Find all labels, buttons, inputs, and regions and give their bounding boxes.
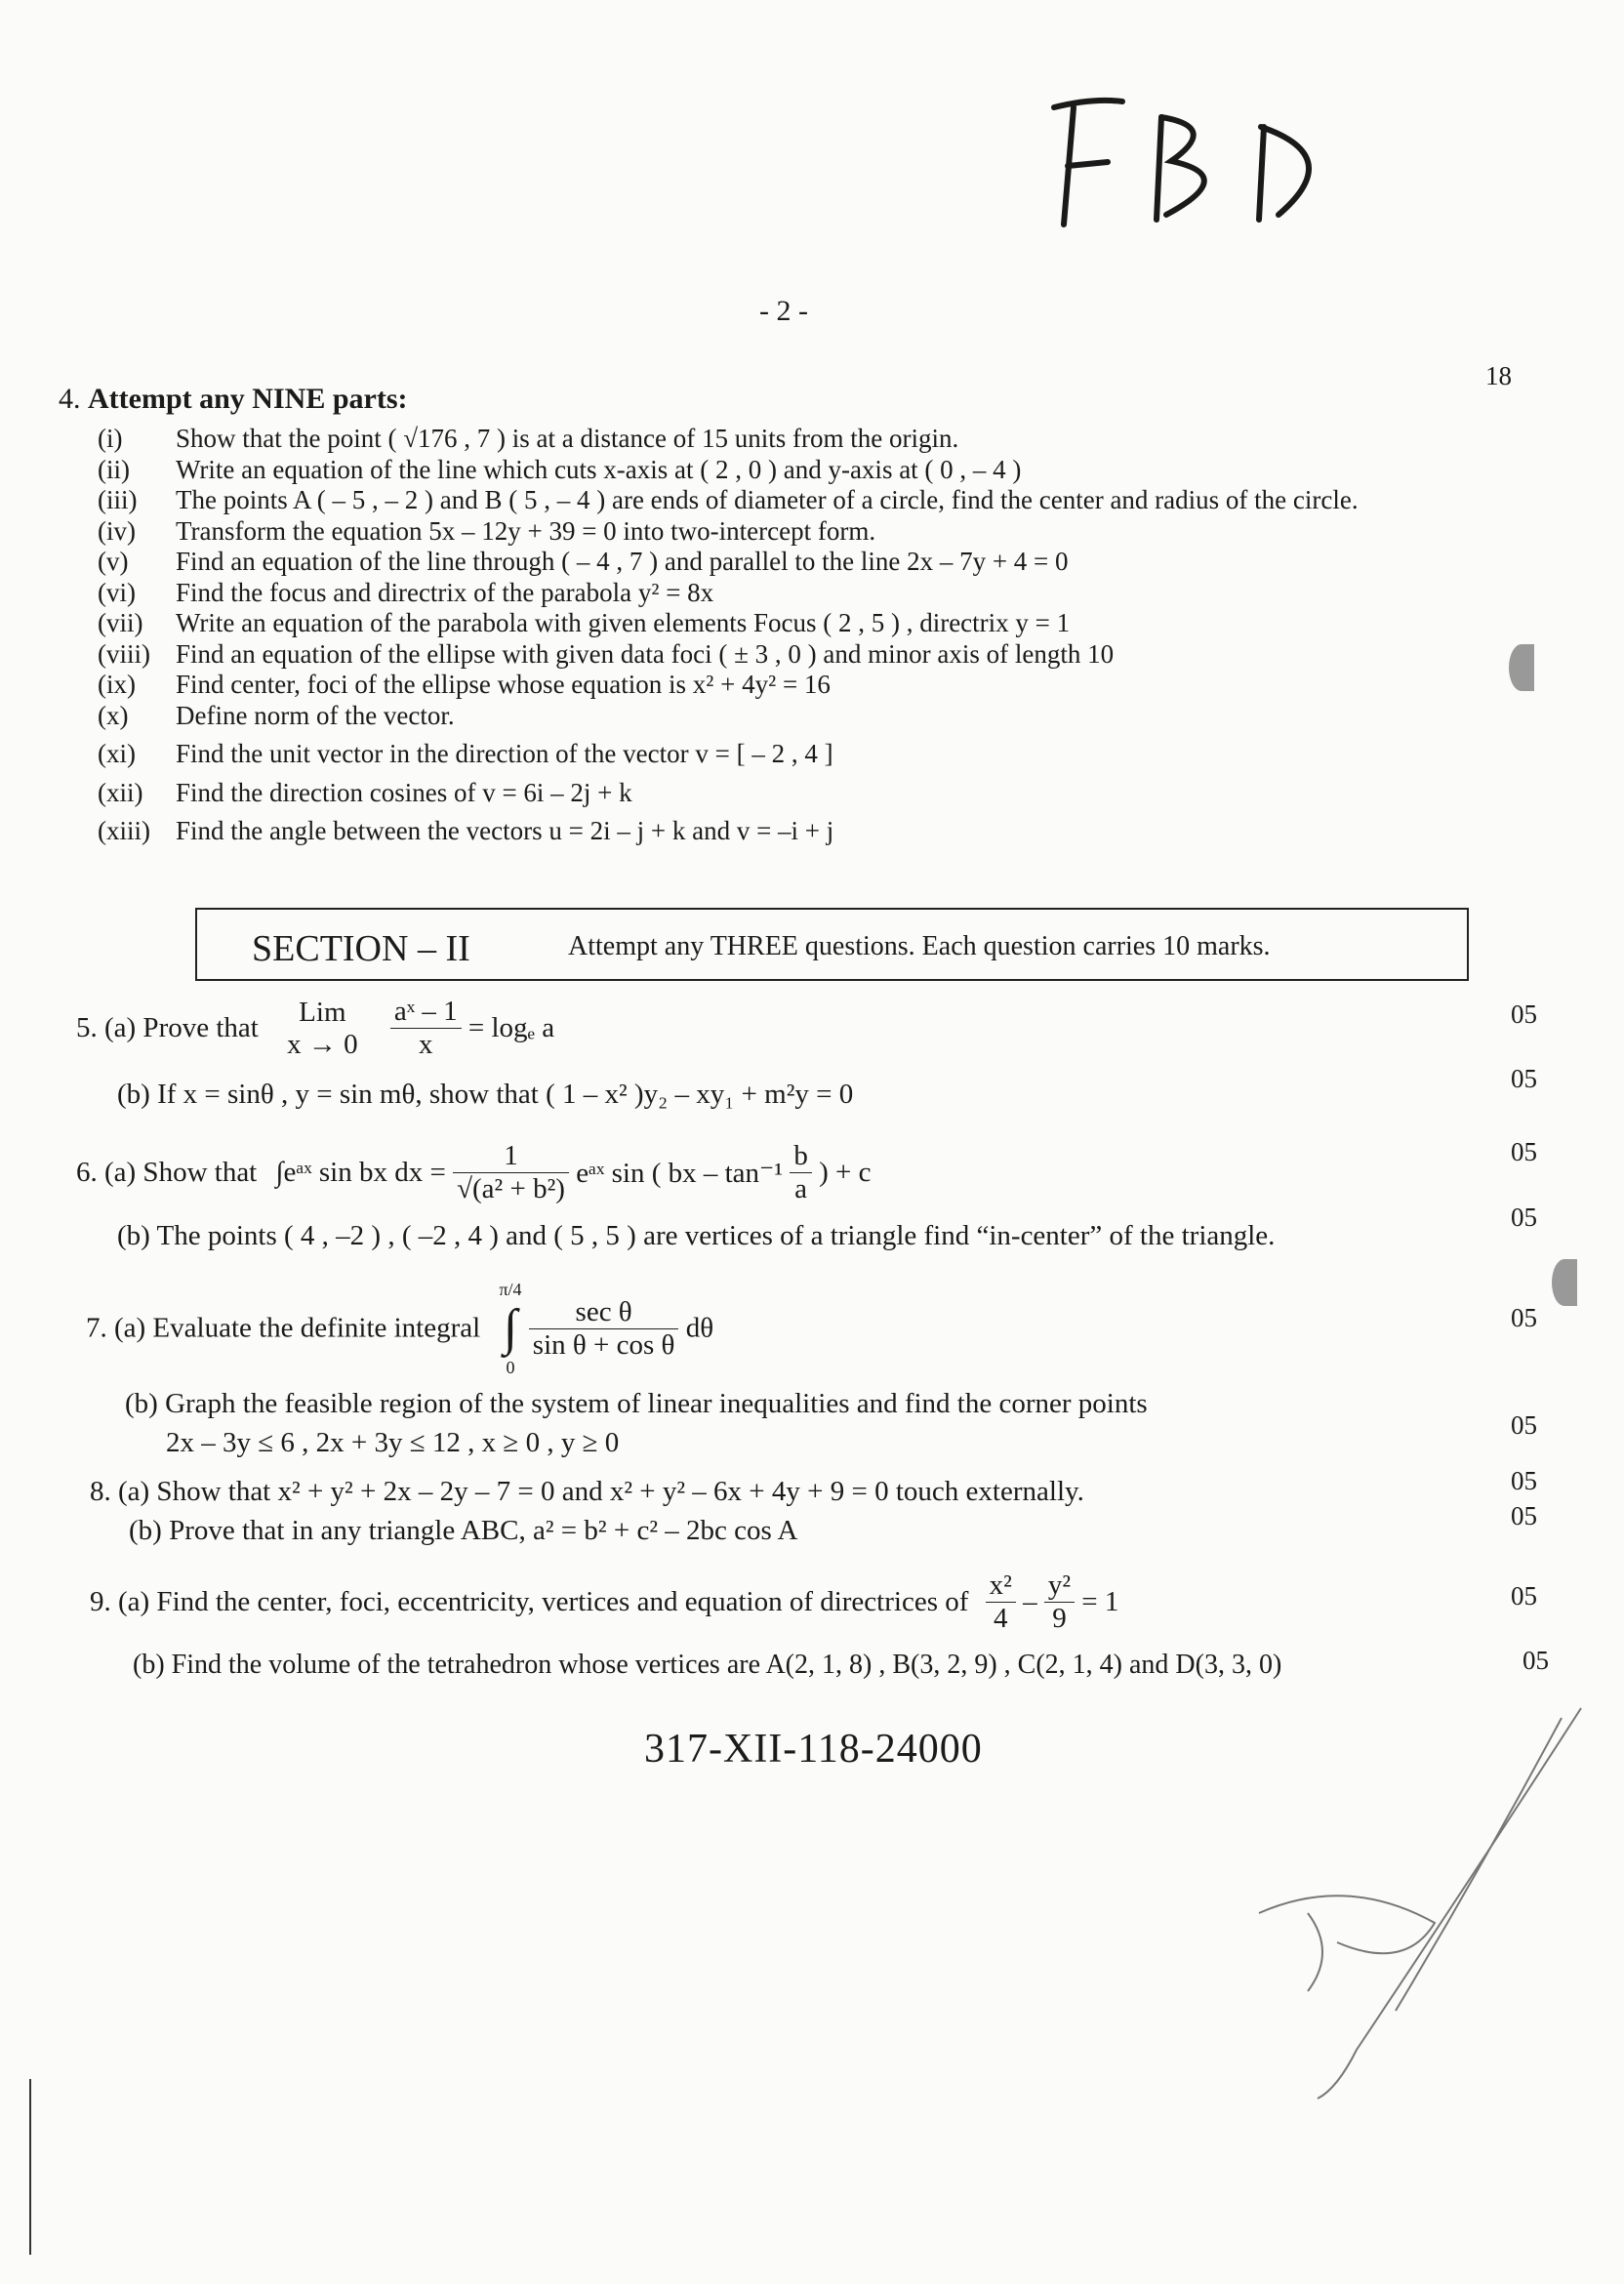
q4-part-text: Find the unit vector in the direction of the vector v = [ – 2 , 4 ] xyxy=(176,739,833,768)
q4-part xyxy=(98,816,1359,847)
q6a-b-over-a xyxy=(790,1140,812,1205)
q8b: (b) Prove that in any triangle ABC, a² = b² + c² – 2bc cos A xyxy=(129,1515,798,1546)
q4-part-number: (ii) xyxy=(98,454,130,484)
scan-edge-line xyxy=(29,2079,31,2255)
q8a-marks: 05 xyxy=(1511,1466,1537,1495)
q9b-marks: 05 xyxy=(1522,1646,1549,1675)
q4-title xyxy=(59,383,407,416)
q6a-a: a xyxy=(794,1173,807,1204)
q5a-limit xyxy=(287,997,358,1061)
page-number: - 2 - xyxy=(759,295,808,327)
q4-part-number: (vii) xyxy=(98,608,143,637)
q4-part-text: Show that the point ( √176 , 7 ) is at a distance of 15 units from the origin. xyxy=(176,424,959,453)
q6a-lead: 6. (a) Show that xyxy=(76,1157,258,1188)
q6a-denominator: √(a² + b²) xyxy=(457,1173,565,1204)
q5a-lim-sub: x → 0 xyxy=(287,1028,358,1060)
q9a-y2: y² xyxy=(1044,1570,1075,1603)
q6a-integrand: ∫eᵃˣ sin bx dx = xyxy=(275,1157,446,1188)
section-two-title: SECTION – II xyxy=(252,928,470,969)
q4-part xyxy=(98,739,1359,770)
q7b: (b) Graph the feasible region of the system of linear inequalities and find the corner points xyxy=(125,1388,1148,1419)
q6b-marks: 05 xyxy=(1511,1203,1537,1232)
section-two-instruction: Attempt any THREE questions. Each question carries 10 marks. xyxy=(568,931,1271,961)
q7a-upper-limit: π/4 xyxy=(499,1280,522,1299)
q4-part-text: Find the angle between the vectors u = 2i – j + k and v = –i + j xyxy=(176,816,834,845)
integral-sign-icon: ∫ xyxy=(503,1300,518,1356)
q5b-marks: 05 xyxy=(1511,1064,1537,1093)
q9b: (b) Find the volume of the tetrahedron whose vertices are A(2, 1, 8) , B(3, 2, 9) , C(2, 1, 4) and D(3, 3, 0) xyxy=(133,1650,1282,1680)
q4-part-text: Define norm of the vector. xyxy=(176,700,455,730)
q9a xyxy=(90,1570,1118,1635)
q4-part xyxy=(98,701,1359,732)
q4-part-text: Transform the equation 5x – 12y + 39 = 0 into two-intercept form. xyxy=(176,515,876,546)
q9a-lead: 9. (a) Find the center, foci, eccentricity, vertices and equation of directrices of xyxy=(90,1586,969,1617)
q4-part-text: Write an equation of the line which cuts x-axis at ( 2 , 0 ) and y-axis at ( 0 , – 4 ) xyxy=(176,454,1022,484)
q7a-marks: 05 xyxy=(1511,1303,1537,1332)
q4-part-number: (ix) xyxy=(98,670,136,699)
q4-part-number: (vi) xyxy=(98,577,136,607)
q5a-denominator: x xyxy=(418,1029,433,1060)
q7a-integral xyxy=(499,1279,521,1378)
q4-part xyxy=(98,778,1359,809)
q6b: (b) The points ( 4 , –2 ) , ( –2 , 4 ) and ( 5 , 5 ) are vertices of a triangle find “in-center” of the triangle. xyxy=(117,1220,1276,1251)
q7b-inequalities: 2x – 3y ≤ 6 , 2x + 3y ≤ 12 , x ≥ 0 , y ≥ 0 xyxy=(166,1427,620,1458)
q7a-numerator: sec θ xyxy=(529,1296,679,1329)
q4-part xyxy=(98,455,1359,486)
q5b: (b) If x = sinθ , y = sin mθ, show that ( 1 – x² )y₂ – xy₁ + m²y = 0 xyxy=(117,1079,854,1110)
q4-part xyxy=(98,639,1359,671)
q4-part-number: (xii) xyxy=(98,777,143,807)
q4-part-number: (viii) xyxy=(98,638,150,669)
q5a-lead: 5. (a) Prove that xyxy=(76,1012,259,1043)
q4-part xyxy=(98,516,1359,548)
punch-hole-mark xyxy=(1509,644,1534,691)
q4-part-number: (x) xyxy=(98,700,129,730)
q4-part xyxy=(98,608,1359,639)
q4-part-text: Find the direction cosines of v = 6i – 2j + k xyxy=(176,777,632,807)
q4-part-text: Find an equation of the ellipse with given data foci ( ± 3 , 0 ) and minor axis of length 10 xyxy=(176,638,1115,669)
q5a-numerator: aˣ – 1 xyxy=(390,996,462,1029)
q5a-marks: 05 xyxy=(1511,999,1537,1029)
q4-part-number: (xi) xyxy=(98,739,136,768)
q8b-marks: 05 xyxy=(1511,1501,1537,1530)
q4-part-number: (v) xyxy=(98,547,129,576)
q4-part-text: Find the focus and directrix of the parabola y² = 8x xyxy=(176,577,714,607)
q6a-fraction xyxy=(453,1140,569,1205)
punch-hole-mark-2 xyxy=(1552,1259,1577,1306)
q9a-fraction-x xyxy=(986,1570,1016,1635)
q4-part xyxy=(98,670,1359,701)
q6a-b: b xyxy=(790,1140,812,1173)
q4-part xyxy=(98,547,1359,578)
q4-part-text: Write an equation of the parabola with given elements Focus ( 2 , 5 ) , directrix y = 1 xyxy=(176,608,1071,637)
q4-parts-list xyxy=(98,424,1359,847)
q4-part xyxy=(98,424,1359,455)
q7a-lead: 7. (a) Evaluate the definite integral xyxy=(86,1312,481,1344)
q4-part xyxy=(98,578,1359,609)
q6a-numerator: 1 xyxy=(453,1140,569,1173)
q4-part-text: Find center, foci of the ellipse whose equation is x² + 4y² = 16 xyxy=(176,670,831,699)
q7a-dtheta: dθ xyxy=(685,1312,714,1344)
q4-part xyxy=(98,485,1359,516)
q4-part-number: (iii) xyxy=(98,485,138,514)
q7a-lower-limit: 0 xyxy=(506,1358,515,1377)
q4-part-number: (xiii) xyxy=(98,816,150,845)
q4-number: 4. xyxy=(59,383,81,415)
q9a-tail: = 1 xyxy=(1081,1586,1119,1617)
minus-sign: – xyxy=(1023,1586,1037,1617)
q7a-denominator: sin θ + cos θ xyxy=(532,1328,675,1361)
q9a-marks: 05 xyxy=(1511,1581,1537,1611)
q9a-x2: x² xyxy=(986,1570,1016,1603)
q4-part-text: Find an equation of the line through ( – 4 , 7 ) and parallel to the line 2x – 7y + 4 = 0 xyxy=(176,547,1069,576)
q5a-rhs: = logₑ a xyxy=(467,1012,555,1043)
q4-part-number: (i) xyxy=(98,424,123,453)
paper-code: 317-XII-118-24000 xyxy=(644,1727,983,1772)
q6a xyxy=(76,1140,871,1205)
q6a-tail: ) + c xyxy=(819,1157,872,1188)
q9a-4: 4 xyxy=(993,1603,1008,1634)
q4-heading: Attempt any NINE parts: xyxy=(88,383,408,415)
q9a-9: 9 xyxy=(1052,1603,1067,1634)
q5a-lim: Lim xyxy=(299,996,346,1028)
q4-marks: 18 xyxy=(1485,361,1512,390)
q5a xyxy=(76,996,554,1061)
pen-scribble-icon xyxy=(1249,1698,1601,2108)
q7a xyxy=(86,1279,713,1378)
q5a-fraction xyxy=(390,996,462,1061)
q7b-marks: 05 xyxy=(1511,1410,1537,1440)
q6a-marks: 05 xyxy=(1511,1137,1537,1166)
q4-part-number: (iv) xyxy=(98,515,136,546)
q9a-fraction-y xyxy=(1044,1570,1075,1635)
q6a-rest: eᵃˣ sin ( bx – tan⁻¹ xyxy=(576,1158,784,1189)
q8a: 8. (a) Show that x² + y² + 2x – 2y – 7 = 0 and x² + y² – 6x + 4y + 9 = 0 touch externally. xyxy=(90,1476,1084,1507)
handwritten-fbd-mark xyxy=(1035,88,1357,234)
q7a-fraction xyxy=(529,1296,679,1362)
q4-part-text: The points A ( – 5 , – 2 ) and B ( 5 , – 4 ) are ends of diameter of a circle, find the center and radius of the circle. xyxy=(176,485,1359,514)
